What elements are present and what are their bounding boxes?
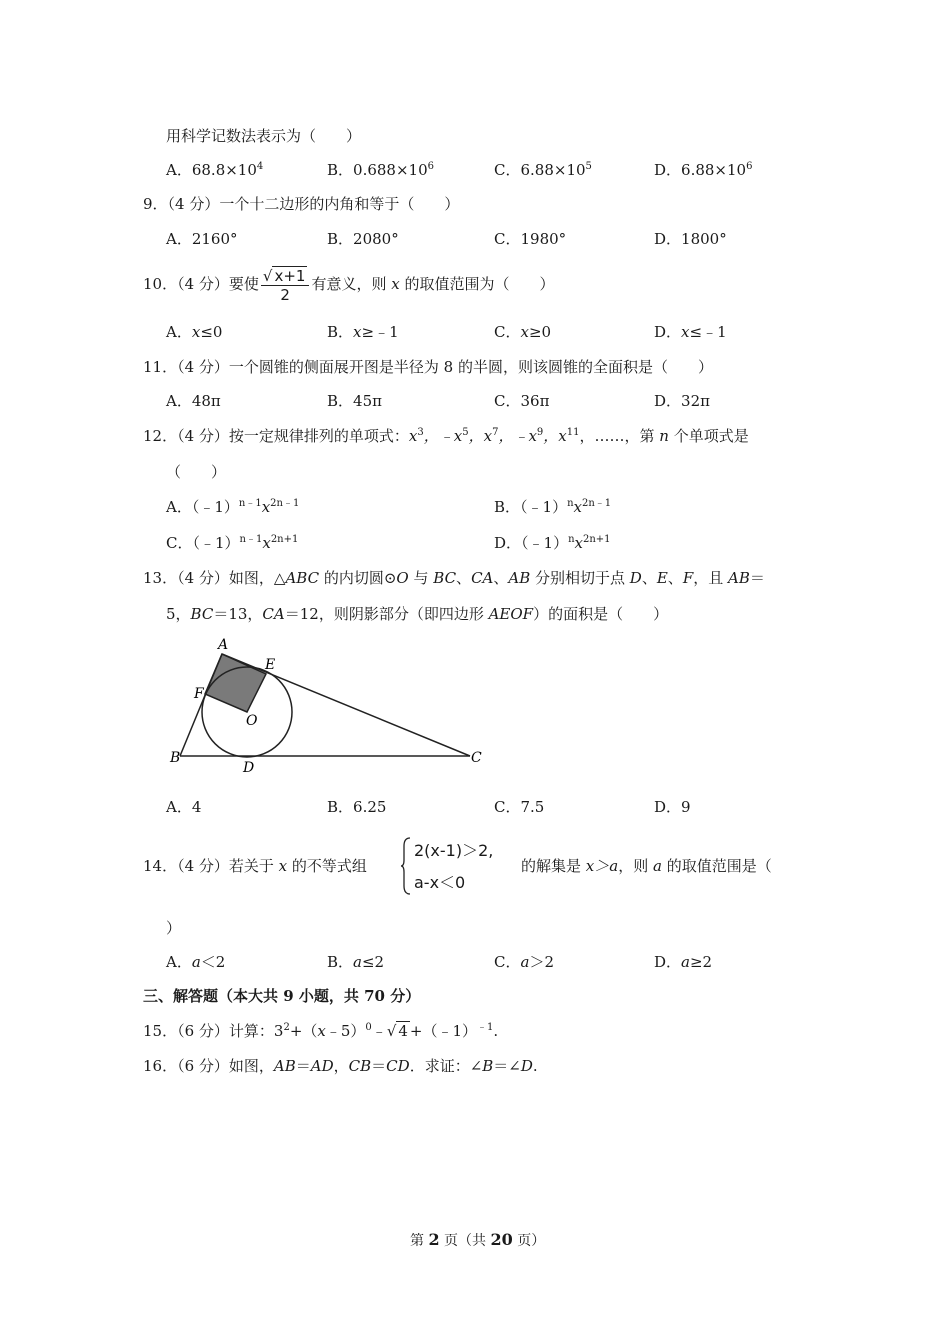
q10-fraction: $\frac{√ x+1}{2}$ [261,267,310,304]
q12-option-b[interactable]: B．$(﹣1)^nx^{2n﹣1}$ [494,498,612,516]
q13-figure [160,632,500,777]
q11-option-b[interactable]: B．45π [327,392,382,410]
q10-option-c[interactable]: C．x≥0 [494,323,552,341]
q10-option-a[interactable]: A．x≤0 [166,323,223,341]
q9-option-b[interactable]: B．2080° [327,230,399,248]
q8-option-d[interactable]: D．$6.88\times 10^6$ [654,161,753,179]
q13-option-b[interactable]: B．6.25 [327,798,387,816]
q8-option-b[interactable]: B．$0.688\times 10^6$ [327,161,435,179]
side-ac [222,654,470,756]
q13-stem-line2: 5，BC＝13，CA＝12，则阴影部分（即四边形 AEOF）的面积是（ ） [166,605,669,623]
q12-option-c[interactable]: C．$(﹣1)^{n﹣1}x^{2n+1}$ [166,534,299,552]
q10-option-b[interactable]: B．x≥﹣1 [327,323,399,341]
label-c: C [471,750,482,766]
q10-option-d[interactable]: D．x≤﹣1 [654,323,727,341]
q14-stem-end: 的解集是 x＞a，则 a 的取值范围是（ [521,857,772,875]
q14-row2: a-x＜0 [414,873,466,892]
q14-stem-line2: ） [166,919,182,937]
q12-option-a[interactable]: A．$(﹣1)^{n﹣1}x^{2n﹣1}$ [166,498,300,516]
section-heading: 三、解答题（本大共 9 小题，共 70 分） [143,987,421,1005]
q13-stem: 13．（4 分）如图，△ABC 的内切圆⊙O 与 BC、CA、AB 分别相切于点 D、E、F，且 AB＝ [143,569,765,587]
q8-stem-tail: 用科学记数法表示为（ ） [166,127,362,145]
q9-option-d[interactable]: D．1800° [654,230,727,248]
q8-option-c[interactable]: C．$6.88\times 10^5$ [494,161,592,179]
q14-option-d[interactable]: D．a≥2 [654,953,713,971]
q13-option-c[interactable]: C．7.5 [494,798,545,816]
label-o: O [246,713,258,729]
label-e: E [265,657,276,673]
sqrt-symbol: √ 4 [386,1022,408,1040]
q11-option-d[interactable]: D．32π [654,392,710,410]
label-f: F [194,686,204,702]
q16-stem: 16．（6 分）如图，AB＝AD，CB＝CD．求证：∠B＝∠D. [143,1057,538,1075]
q9-option-a[interactable]: A．2160° [166,230,238,248]
q12-stem: 12．（4 分）按一定规律排列的单项式：$x^3$，$﹣x^5$，$x^7$，$﹣x^9$，$x^{11}$，……，第 n 个单项式是 [143,427,749,445]
q12-option-d[interactable]: D．$(﹣1)^nx^{2n+1}$ [494,534,611,552]
label-d: D [243,760,255,776]
label-a: A [218,637,229,653]
q13-option-d[interactable]: D．9 [654,798,691,816]
q11-stem: 11．（4 分）一个圆锥的侧面展开图是半径为 8 的半圆，则该圆锥的全面积是（ ） [143,358,713,376]
left-brace-icon [400,836,412,896]
page-footer: 第 2 页（共 20 页） [410,1230,546,1249]
q9-stem: 9．（4 分）一个十二边形的内角和等于（ ） [143,195,460,213]
q11-option-a[interactable]: A．48π [166,392,221,410]
q8-option-a[interactable]: A．$68.8\times 10^4$ [166,161,264,179]
shaded-quadrilateral-aeof [205,654,266,712]
q9-option-c[interactable]: C．1980° [494,230,567,248]
q15-stem: 15．（6 分）计算：$3^2+(x﹣5)^0﹣√$ 4 +（﹣1）$^{﹣1}$. [143,1022,499,1040]
q12-stem-line2: （ ） [166,463,227,481]
q14-option-a[interactable]: A．a＜2 [166,953,226,971]
label-b: B [170,750,181,766]
q14-option-c[interactable]: C．a＞2 [494,953,554,971]
q14-row1: 2(x-1)＞2, [414,841,494,860]
q13-option-a[interactable]: A．4 [166,798,202,816]
q14-option-b[interactable]: B．a≤2 [327,953,385,971]
q11-option-c[interactable]: C．36π [494,392,550,410]
q14-stem-start: 14．（4 分）若关于 x 的不等式组 [143,857,367,875]
side-ab [180,654,222,756]
q10-stem: 10．（4 分）要使 $\frac{√ x+1}{2}$ 有意义，则 x 的取值范围为（ ） [143,266,555,304]
q14-inequality-system [400,836,520,896]
